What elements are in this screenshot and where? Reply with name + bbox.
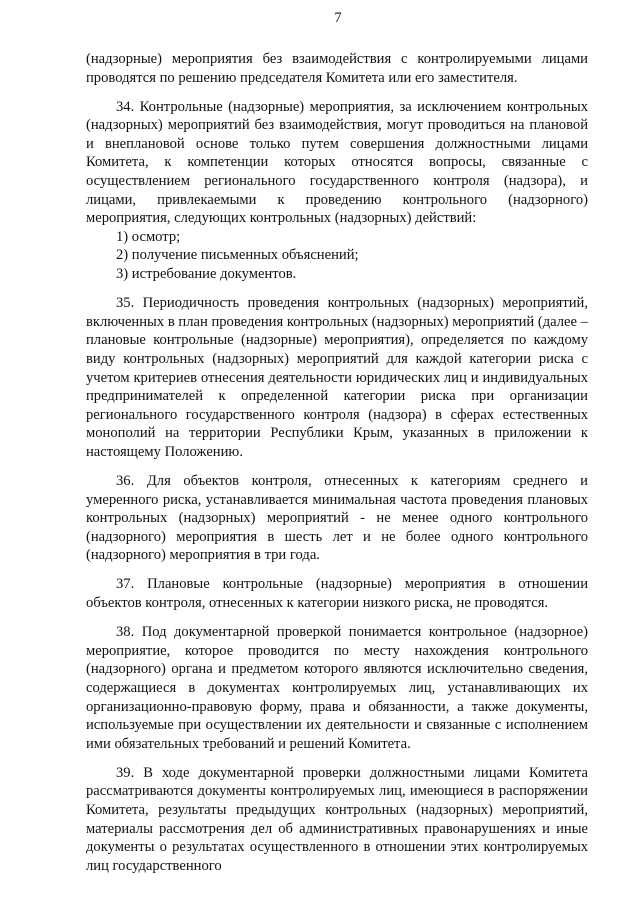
paragraph-37: 37. Плановые контрольные (надзорные) мероприятия в отношении объектов контроля, отнесенных к категории низкого риска, не проводятся. [86, 576, 588, 612]
document-body [86, 50, 588, 886]
list-item-written-explanations: 2) получение письменных объяснений; [116, 247, 359, 264]
paragraph-continuation: (надзорные) мероприятия без взаимодействия с контролируемыми лицами проводятся по решению председателя Комитета или его заместителя. [86, 51, 588, 86]
paragraph-38: 38. Под документарной проверкой понимается контрольное (надзорное) мероприятие, которое проводится по месту нахождения контрольного (надзорного) органа и предметом которого являются исключительно сведения, содержащиеся в документах контролируемых лиц, устанавливающих их организационно-правовую форму, права и обязанности, а также документы, используемые при осуществлении их деятельности и связанные с исполнением ими обязательных требований и решений Комитета. [86, 624, 588, 752]
paragraph-36: 36. Для объектов контроля, отнесенных к категориям среднего и умеренного риска, устанавливается минимальная частота проведения плановых контрольных (надзорных) мероприятий - не менее одного контрольного (надзорного) мероприятия в шесть лет и не более одного контрольного (надзорного) мероприятия в три года. [86, 472, 588, 564]
list-item-document-request: 3) истребование документов. [116, 266, 297, 283]
list-item-inspection: 1) осмотр; [116, 228, 181, 245]
paragraph-39: 39. В ходе документарной проверки должностными лицами Комитета рассматриваются документы контролируемых лиц, имеющиеся в распоряжении Комитета, результаты предыдущих контрольных (надзорных) мероприятий, материалы рассмотрения дел об административных правонарушениях и иные документы о результатах осуществленного в отношении этих контролируемых лиц государственного [86, 764, 588, 874]
page-number: 7 [334, 10, 342, 26]
paragraph-35: 35. Периодичность проведения контрольных (надзорных) мероприятий, включенных в план проведения контрольных (надзорных) мероприятий (далее – плановые контрольные (надзорные) мероприятия), определяется по каждому виду контрольных (надзорных) мероприятий для каждой категории риска с учетом критериев отнесения деятельности юридических лиц и индивидуальных предпринимателей к определенной категории риска при организации регионального государственного контроля (надзора) в сферах естественных монополий на территории Республики Крым, указанных в приложении к настоящему Положению. [86, 295, 588, 460]
paragraph-34: 34. Контрольные (надзорные) мероприятия, за исключением контрольных (надзорных) мероприятий без взаимодействия, могут проводиться на плановой и внеплановой основе только путем совершения должностными лицами Комитета, к компетенции которых относятся вопросы, связанные с осуществлением регионального государственного контроля (надзора), и лицами, привлекаемыми к проведению контрольного (надзорного) мероприятия, следующих контрольных (надзорных) действий: [86, 98, 588, 227]
